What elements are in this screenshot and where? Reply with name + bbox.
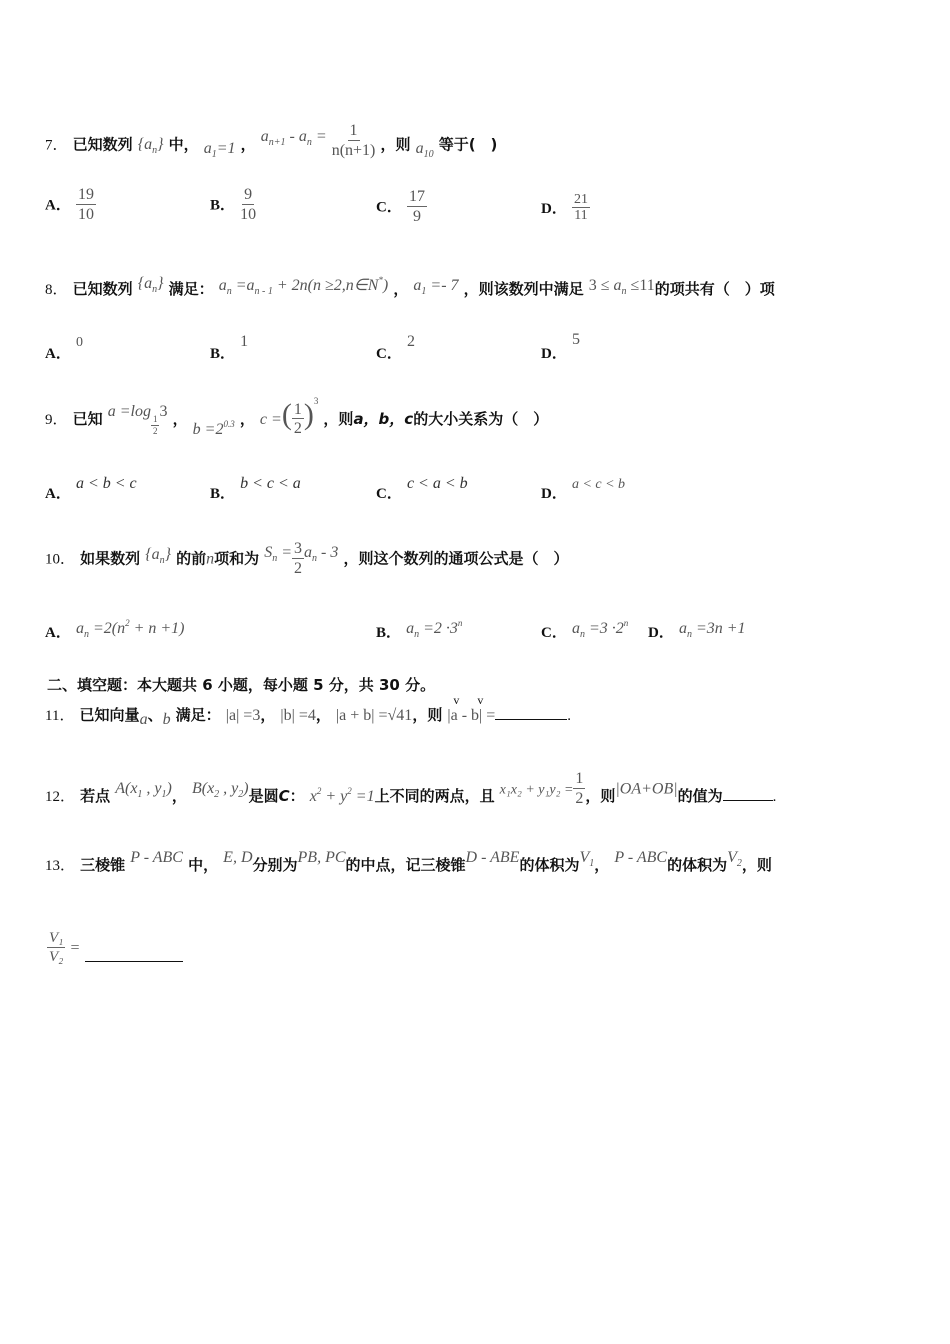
q10-option-a[interactable] bbox=[45, 617, 185, 641]
q11-text: 、 bbox=[147, 706, 163, 724]
q12-point-a: $A(x_1$ , $y_1$) bbox=[115, 780, 172, 801]
option-fraction: $\frac{19}{10}$ bbox=[77, 186, 94, 223]
q8-text: 满足： bbox=[168, 280, 214, 298]
option-fraction: $\frac{9}{10}$ bbox=[240, 186, 257, 223]
q8-option-d[interactable] bbox=[541, 328, 580, 362]
q12-text: ： bbox=[289, 787, 305, 806]
q10-option-b[interactable] bbox=[376, 617, 463, 641]
option-value: 0 bbox=[75, 335, 83, 350]
option-value: $a_n =3 \cdot 2^n$ bbox=[571, 618, 629, 640]
q12-text: 若点 bbox=[80, 787, 111, 806]
q7-text: 等于( ) bbox=[438, 135, 498, 154]
q12-circle-eq: $x^2 + y^2 =1$ bbox=[309, 786, 375, 806]
option-value: a < b < c bbox=[75, 475, 137, 492]
option-label: D． bbox=[541, 486, 567, 502]
q10-text: 如果数列 bbox=[80, 549, 141, 568]
q12-end: . bbox=[772, 789, 777, 806]
q12-ask: |OA+OB| bbox=[615, 780, 678, 798]
q9-log-arg: 3 bbox=[159, 403, 168, 420]
q8-text: 已知数列 bbox=[72, 280, 133, 298]
q13-pyramid3: P - ABC bbox=[614, 849, 668, 866]
q9-option-b[interactable] bbox=[210, 472, 301, 502]
vector-hat-icon: v bbox=[453, 693, 460, 707]
q11-ask: |a - b| = v v bbox=[447, 693, 496, 724]
q11-end: . bbox=[567, 708, 572, 724]
q10-seq: $\{a_n\}$ bbox=[145, 546, 172, 567]
q8-text: ，则该数列中满足 bbox=[463, 280, 584, 298]
q9-vars: a，b，c bbox=[353, 410, 414, 428]
q12-text: 的值为 bbox=[677, 787, 723, 806]
q9-log-base: $\frac{1}{2}$ bbox=[152, 413, 158, 436]
q13-pyramid2: D - ABE bbox=[465, 849, 520, 866]
q11-stem bbox=[45, 693, 572, 728]
option-value: 5 bbox=[571, 331, 580, 348]
q12-answer-blank[interactable] bbox=[723, 800, 773, 801]
section-title: 二、填空题：本大题共 6 小题，每小题 5 分，共 30 分。 bbox=[47, 676, 436, 694]
q12-text: ，则 bbox=[585, 787, 616, 806]
q13-text: ，则 bbox=[741, 856, 772, 874]
option-value: $a_n =2(n^2 + n +1)$ bbox=[75, 618, 185, 640]
q8-stem bbox=[45, 275, 775, 299]
q13-text: 的体积为 bbox=[519, 856, 580, 874]
q9-stem bbox=[45, 398, 548, 438]
q9-text: 的大小关系为（ ） bbox=[413, 410, 549, 428]
q13-text: 的体积为 bbox=[667, 856, 728, 874]
q10-text: 项和为 bbox=[214, 549, 260, 568]
q9-text: ，则 bbox=[323, 410, 354, 428]
option-label: D． bbox=[541, 346, 567, 362]
q10-sum-tail: $a_n - 3$ bbox=[304, 544, 339, 565]
option-label: C． bbox=[541, 625, 567, 641]
q13-text: 中， bbox=[188, 856, 219, 874]
q9-option-c[interactable] bbox=[376, 472, 468, 502]
q9-text: 已知 bbox=[72, 410, 103, 428]
option-label: D． bbox=[541, 201, 567, 218]
q13-edges: PB, PC bbox=[297, 849, 346, 866]
q13-ratio: $\frac{\text{V₁}}{\text{V₂}}$ bbox=[49, 930, 64, 965]
q12-text: 是圆 bbox=[248, 787, 279, 806]
q13-text: ， bbox=[594, 856, 610, 874]
option-label: C． bbox=[376, 486, 402, 502]
option-value: c < a < b bbox=[406, 475, 468, 492]
q12-dot-fraction: $\frac{1}{2}$ bbox=[575, 770, 584, 807]
q9-option-a[interactable] bbox=[45, 472, 137, 502]
q7-text: 中， bbox=[168, 135, 199, 154]
option-label: B． bbox=[210, 486, 236, 502]
q13-answer bbox=[47, 930, 183, 966]
q12-number: 12． bbox=[45, 789, 76, 806]
q8-number: 8． bbox=[45, 282, 68, 298]
q10-text: ，则这个数列的通项公式是（ ） bbox=[343, 549, 569, 568]
q9-text: ， bbox=[239, 410, 255, 428]
option-value: $a_n =3n +1$ bbox=[678, 620, 746, 640]
q13-text: 三棱锥 bbox=[80, 856, 126, 874]
q9-paren-close: ) bbox=[303, 398, 314, 431]
option-label: A． bbox=[45, 197, 71, 214]
q11-cond2: |b| =4 bbox=[280, 707, 316, 724]
q13-number: 13． bbox=[45, 858, 76, 874]
option-value: $a_n =2 \cdot 3^n$ bbox=[406, 618, 463, 640]
option-label: A． bbox=[45, 346, 71, 362]
q10-number: 10． bbox=[45, 551, 76, 568]
q9-c-expr: c = bbox=[259, 411, 282, 428]
q7-option-d[interactable] bbox=[541, 192, 590, 225]
q7-text: ，则 bbox=[380, 135, 411, 154]
q12-circle: C bbox=[278, 787, 290, 806]
q10-option-c[interactable] bbox=[541, 617, 629, 641]
q12-stem bbox=[45, 770, 776, 808]
option-label: B． bbox=[210, 197, 236, 214]
q9-option-d[interactable] bbox=[541, 472, 626, 502]
q8-condition: $3 \le a_n \le 11$ bbox=[588, 277, 655, 297]
q8-recurrence: $a_n =a_{n - 1} + 2n(n$ ≥2,n∈N*) bbox=[218, 275, 389, 297]
q7-text: 已知数列 bbox=[72, 135, 133, 154]
q13-answer-blank[interactable] bbox=[85, 961, 183, 962]
q8-a1: $a_1 =- 7$ bbox=[413, 277, 459, 297]
q11-cond1: |a| =3 bbox=[225, 707, 261, 724]
option-value: a < c < b bbox=[571, 477, 626, 492]
q13-text: 分别为 bbox=[252, 856, 298, 874]
q12-text: 上不同的两点，且 bbox=[374, 787, 495, 806]
q9-b-expr: $b =2^{0.3}$ bbox=[192, 419, 235, 438]
q7-target: $a_{10}$ bbox=[415, 140, 434, 161]
q8-option-b[interactable] bbox=[210, 330, 249, 362]
option-fraction: $\frac{21}{11}$ bbox=[573, 192, 588, 224]
q11-vector-b: b bbox=[162, 711, 171, 728]
q9-c-fraction: $\frac{1}{2}$ bbox=[293, 400, 302, 438]
q10-stem bbox=[45, 540, 568, 578]
q12-text: ， bbox=[171, 787, 187, 806]
q7-recurrence-fraction: $\frac{1}{n(n+1)}$ bbox=[331, 122, 376, 159]
option-label: B． bbox=[376, 625, 402, 641]
q11-cond3: |a + b| =√41 bbox=[335, 707, 413, 724]
option-label: A． bbox=[45, 625, 71, 641]
q11-text: ，则 bbox=[412, 706, 443, 724]
vector-hat-icon: v bbox=[477, 693, 484, 707]
q12-dot-expr: x₁x₂ + y₁y₂ = bbox=[499, 782, 574, 798]
q9-number: 9． bbox=[45, 412, 68, 428]
q7-number: 7． bbox=[45, 137, 68, 154]
q10-sum: $S_n$ = bbox=[264, 544, 293, 565]
q8-text: ， bbox=[393, 280, 409, 298]
option-label: C． bbox=[376, 346, 402, 362]
q7-a1: $a_1=1$ bbox=[203, 140, 236, 161]
q12-point-b: $B(x_2$ , $y_2$) bbox=[191, 780, 249, 801]
q7-stem bbox=[45, 122, 498, 164]
q7-recurrence: $a_{n+1} - a_n$ = bbox=[260, 128, 327, 149]
q8-option-a[interactable] bbox=[45, 330, 83, 362]
q7-option-b[interactable] bbox=[210, 186, 256, 224]
option-label: A． bbox=[45, 486, 71, 502]
q13-pyramid1: P - ABC bbox=[130, 849, 183, 866]
q13-ratio-eq: = bbox=[70, 939, 80, 957]
q13-stem bbox=[45, 846, 772, 874]
option-fraction: $\frac{17}{9}$ bbox=[408, 188, 425, 225]
q10-n: n bbox=[206, 550, 215, 568]
option-label: C． bbox=[376, 199, 402, 216]
q11-vector-a: a bbox=[139, 711, 148, 728]
q8-seq: $\{a_n\}$ bbox=[137, 275, 164, 295]
q11-text: 已知向量 bbox=[79, 706, 140, 724]
option-label: B． bbox=[210, 346, 236, 362]
q11-number: 11． bbox=[45, 708, 75, 724]
q11-text: 满足： bbox=[175, 706, 221, 724]
q10-text: 的前 bbox=[176, 549, 207, 568]
q9-text: ， bbox=[172, 410, 188, 428]
q8-text: 的项共有（ ）项 bbox=[654, 280, 775, 298]
option-value: 2 bbox=[406, 333, 415, 350]
q7-option-a[interactable] bbox=[45, 186, 96, 224]
option-value: b < c < a bbox=[240, 475, 301, 492]
q9-c-exponent: 3 bbox=[313, 396, 319, 406]
q7-option-c[interactable] bbox=[376, 188, 427, 226]
q8-option-c[interactable] bbox=[376, 330, 415, 362]
q7-seq: $\{a_n\}$ bbox=[137, 136, 164, 157]
option-value: 1 bbox=[240, 333, 249, 350]
q7-text: ， bbox=[240, 135, 256, 154]
q13-points-ed: E, D bbox=[223, 849, 253, 866]
q10-sum-fraction: $\frac{3}{2}$ bbox=[294, 540, 303, 577]
q11-text: ， bbox=[315, 706, 331, 724]
q13-v1: $V_1$ bbox=[579, 849, 595, 869]
option-label: D． bbox=[648, 625, 674, 641]
q11-text: ， bbox=[260, 706, 276, 724]
q9-paren-open: ( bbox=[281, 398, 292, 431]
q10-option-d[interactable] bbox=[648, 617, 746, 641]
q9-a-expr: a =log bbox=[107, 403, 151, 420]
q11-answer-blank[interactable] bbox=[495, 719, 567, 720]
q13-v2: $V_2$ bbox=[727, 849, 742, 869]
q13-text: 的中点，记三棱锥 bbox=[345, 856, 466, 874]
